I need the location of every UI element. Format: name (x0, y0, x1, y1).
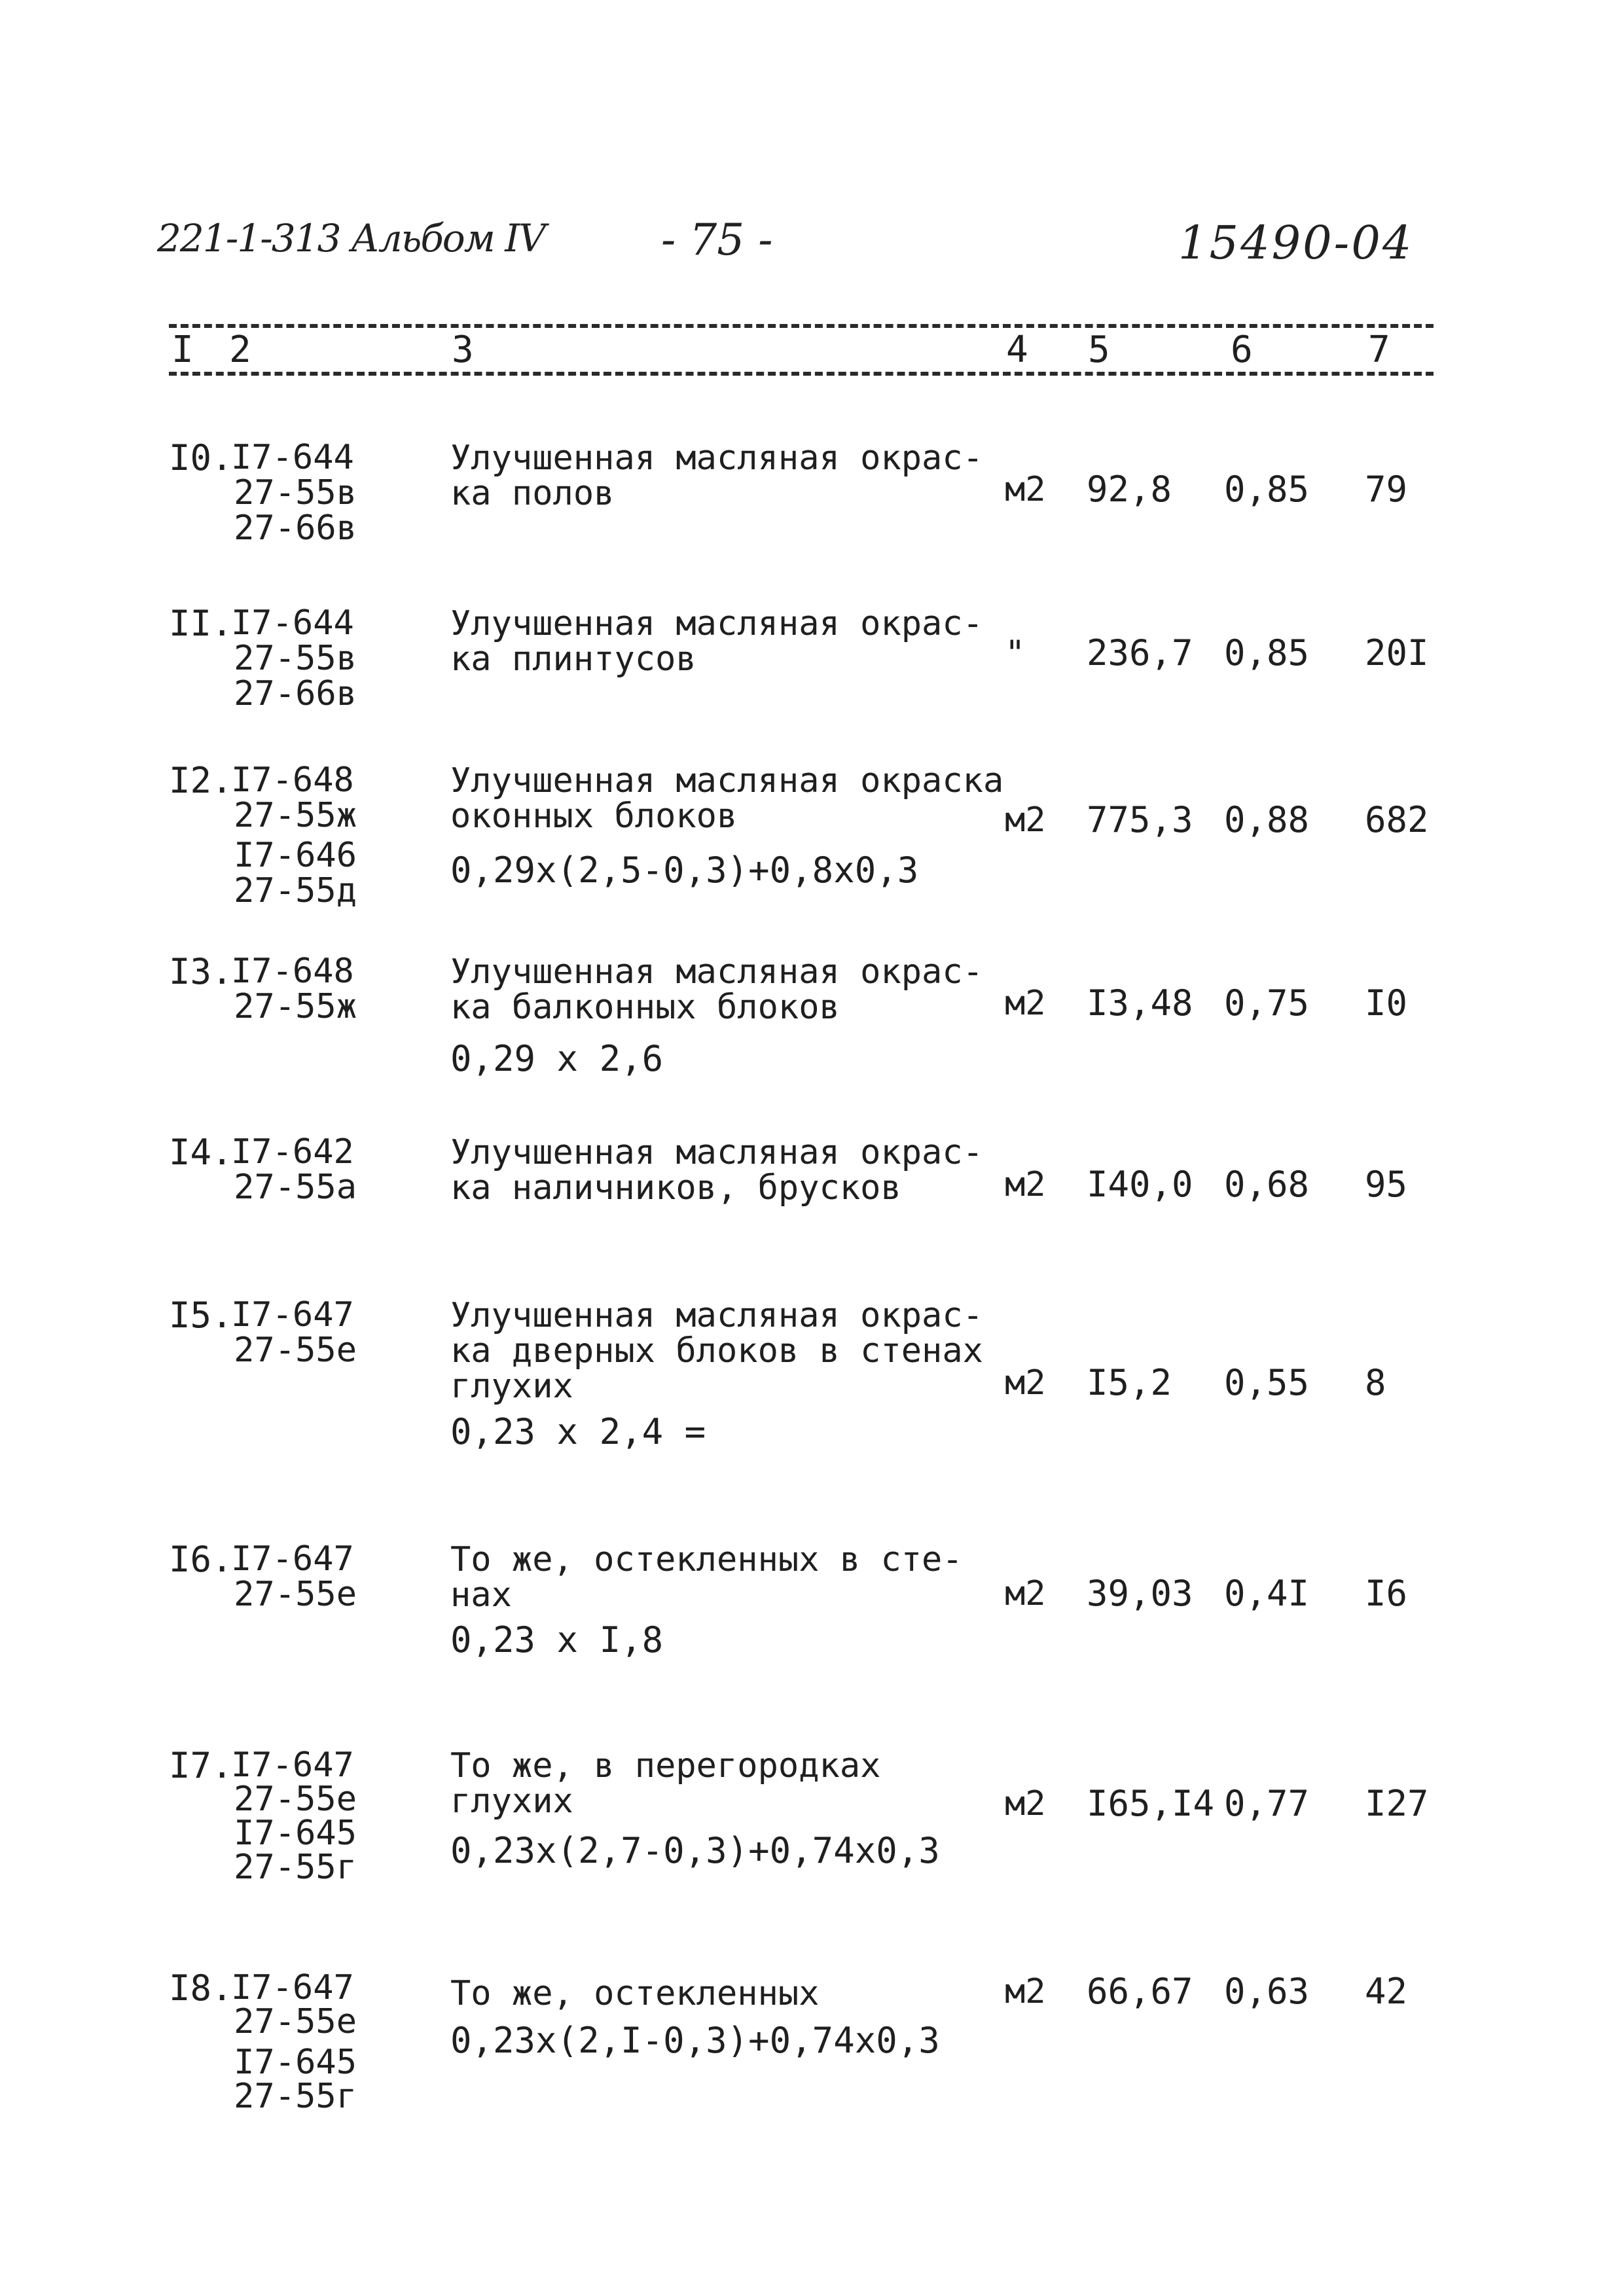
document-number: 15490-04 (1178, 216, 1414, 270)
total: 20I (1365, 632, 1429, 673)
quantity: 236,7 (1087, 632, 1193, 673)
calculation-formula: 0,23 х 2,4 = (450, 1411, 706, 1452)
total: 682 (1365, 799, 1429, 840)
calculation-formula: 0,29 х 2,6 (450, 1038, 664, 1079)
norm-code: 27-55г (234, 2077, 357, 2116)
coefficient: 0,55 (1224, 1362, 1310, 1403)
work-description: То же, остекленных (450, 1974, 820, 2013)
coefficient: 0,88 (1224, 799, 1310, 840)
total: 95 (1365, 1164, 1408, 1205)
row-number: I0. (169, 437, 233, 478)
work-description: нах (450, 1575, 512, 1615)
column-number-3: 3 (452, 329, 474, 371)
work-description: ка плинтусов (450, 639, 696, 679)
row-number: I3. (169, 951, 233, 992)
norm-code: I7-646 (234, 836, 357, 875)
quantity: I3,48 (1087, 982, 1193, 1024)
norm-code: 27-55г (234, 1848, 357, 1887)
norm-code: I7-647 (231, 1968, 354, 2007)
unit: м2 (1005, 984, 1046, 1023)
norm-code: I7-644 (231, 603, 354, 643)
row-number: I2. (169, 760, 233, 801)
work-description: Улучшенная масляная окрас- (450, 1296, 983, 1335)
quantity: I5,2 (1087, 1362, 1172, 1403)
quantity: 775,3 (1087, 799, 1193, 840)
work-description: То же, в перегородках (450, 1746, 881, 1785)
coefficient: 0,77 (1224, 1783, 1310, 1824)
quantity: 92,8 (1087, 469, 1172, 510)
norm-code: 27-55е (234, 1331, 357, 1370)
total: 79 (1365, 469, 1408, 510)
coefficient: 0,75 (1224, 982, 1310, 1024)
norm-code: I7-647 (231, 1539, 354, 1579)
coefficient: 0,68 (1224, 1164, 1310, 1205)
row-number: I7. (169, 1745, 233, 1786)
row-number: I6. (169, 1539, 233, 1580)
column-number-6: 6 (1231, 329, 1253, 371)
page-number: - 75 - (661, 215, 773, 265)
work-description: ка дверных блоков в стенах (450, 1331, 983, 1371)
calculation-formula: 0,23х(2,I-0,3)+0,74х0,3 (450, 2020, 940, 2061)
row-number: I8. (169, 1967, 233, 2009)
norm-code: 27-55е (234, 1575, 357, 1614)
norm-code: 27-55ж (234, 796, 357, 835)
unit: м2 (1005, 1574, 1046, 1613)
quantity: 66,67 (1087, 1971, 1193, 2012)
norm-code: 27-66в (234, 509, 357, 548)
coefficient: 0,63 (1224, 1971, 1310, 2012)
calculation-formula: 0,29х(2,5-0,3)+0,8х0,3 (450, 850, 919, 891)
work-description: ка наличников, брусков (450, 1168, 901, 1208)
coefficient: 0,85 (1224, 469, 1310, 510)
work-description: оконных блоков (450, 797, 738, 836)
row-number: I4. (169, 1132, 233, 1173)
norm-code: I7-648 (231, 761, 354, 800)
work-description: Улучшенная масляная окрас- (450, 439, 983, 478)
quantity: I65,I4 (1087, 1783, 1215, 1824)
row-number: I5. (169, 1295, 233, 1336)
total: I0 (1365, 982, 1408, 1024)
norm-code: I7-642 (231, 1132, 354, 1172)
album-reference: 221-1-313 Альбом IV (157, 216, 545, 260)
unit: м2 (1005, 470, 1046, 509)
column-number-2: 2 (229, 329, 251, 371)
norm-code: 27-55е (234, 2002, 357, 2041)
header-rule-top (169, 324, 1434, 328)
work-description: Улучшенная масляная окрас- (450, 604, 983, 643)
norm-code: I7-647 (231, 1746, 354, 1785)
quantity: I40,0 (1087, 1164, 1193, 1205)
work-description: глухих (450, 1367, 573, 1406)
work-description: Улучшенная масляная окрас- (450, 1133, 983, 1172)
calculation-formula: 0,23х(2,7-0,3)+0,74х0,3 (450, 1830, 940, 1871)
column-number-4: 4 (1006, 329, 1028, 371)
norm-code: I7-645 (234, 1814, 357, 1853)
norm-code: 27-55д (234, 871, 357, 910)
calculation-formula: 0,23 х I,8 (450, 1619, 664, 1660)
norm-code: 27-66в (234, 674, 357, 713)
norm-code: I7-648 (231, 952, 354, 991)
total: I27 (1365, 1783, 1429, 1824)
work-description: ка балконных блоков (450, 988, 840, 1027)
unit: м2 (1005, 800, 1046, 840)
column-number-7: 7 (1368, 329, 1390, 371)
unit: м2 (1005, 1784, 1046, 1823)
norm-code: 27-55е (234, 1780, 357, 1819)
norm-code: 27-55а (234, 1168, 357, 1207)
work-description: глухих (450, 1782, 573, 1821)
norm-code: 27-55в (234, 473, 357, 512)
header-rule-bottom (169, 372, 1434, 376)
norm-code: 27-55в (234, 639, 357, 678)
norm-code: I7-645 (234, 2043, 357, 2082)
work-description: Улучшенная масляная окрас- (450, 952, 983, 992)
work-description: Улучшенная масляная окраска (450, 761, 1004, 800)
norm-code: I7-644 (231, 438, 354, 477)
work-description: То же, остекленных в сте- (450, 1540, 963, 1579)
unit: м2 (1005, 1363, 1046, 1403)
unit: м2 (1005, 1972, 1046, 2011)
column-number-5: 5 (1088, 329, 1110, 371)
norm-code: I7-647 (231, 1295, 354, 1335)
unit: м2 (1005, 1165, 1046, 1204)
coefficient: 0,85 (1224, 632, 1310, 673)
quantity: 39,03 (1087, 1573, 1193, 1614)
row-number: II. (169, 603, 233, 644)
unit: " (1005, 634, 1026, 673)
coefficient: 0,4I (1224, 1573, 1310, 1614)
total: 8 (1365, 1362, 1386, 1403)
norm-code: 27-55ж (234, 987, 357, 1026)
total: I6 (1365, 1573, 1408, 1614)
column-number-1: I (171, 329, 194, 371)
total: 42 (1365, 1971, 1408, 2012)
work-description: ка полов (450, 474, 615, 513)
